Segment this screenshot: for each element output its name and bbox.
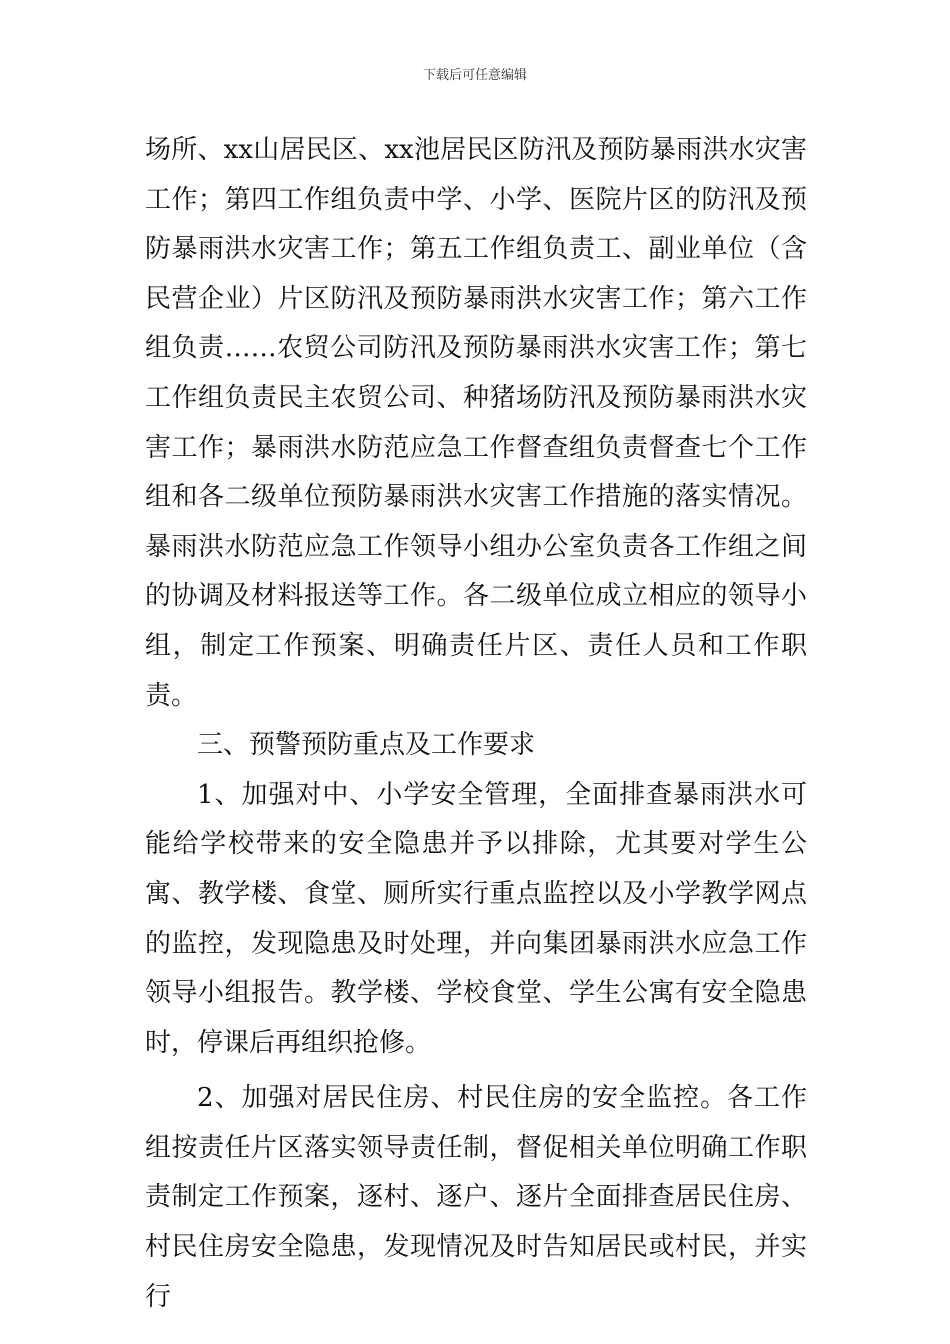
paragraph-item-1-school-safety: 1、加强对中、小学安全管理，全面排查暴雨洪水可能给学校带来的安全隐患并予以排除，尤其要对学生公寓、教学楼、食堂、厕所实行重点监控以及小学教学网点的监控，发现隐患及时处理，并向集团暴雨洪水应急工作领导小组报告。教学楼、学校食堂、学生公寓有安全隐患时，停课后再组织抢修。: [145, 779, 807, 1058]
section-heading-warning-prevention: 三、预警预防重点及工作要求: [197, 730, 536, 761]
page-header: 下载后可任意编辑: [422, 68, 527, 83]
paragraph-item-2-housing-safety: 2、加强对居民住房、村民住房的安全监控。各工作组按责任片区落实领导责任制，督促相关单位明确工作职责制定工作预案，逐村、逐户、逐片全面排查居民住房、村民住房安全隐患，发现情况及时告知居民或村民，并实行: [145, 1083, 807, 1312]
document-body: [145, 126, 807, 1322]
paragraph-work-groups: 场所、xx山居民区、xx池居民区防汛及预防暴雨洪水灾害工作；第四工作组负责中学、小学、医院片区的防汛及预防暴雨洪水灾害工作；第五工作组负责工、副业单位（含民营企业）片区防汛及预防暴雨洪水灾害工作；第六工作组负责……农贸公司防汛及预防暴雨洪水灾害工作；第七工作组负责民主农贸公司、种猪场防汛及预防暴雨洪水灾害工作；暴雨洪水防范应急工作督查组负责督查七个工作组和各二级单位预防暴雨洪水灾害工作措施的落实情况。暴雨洪水防范应急工作领导小组办公室负责各工作组之间的协调及材料报送等工作。各二级单位成立相应的领导小组，制定工作预案、明确责任片区、责任人员和工作职责。: [145, 135, 807, 711]
